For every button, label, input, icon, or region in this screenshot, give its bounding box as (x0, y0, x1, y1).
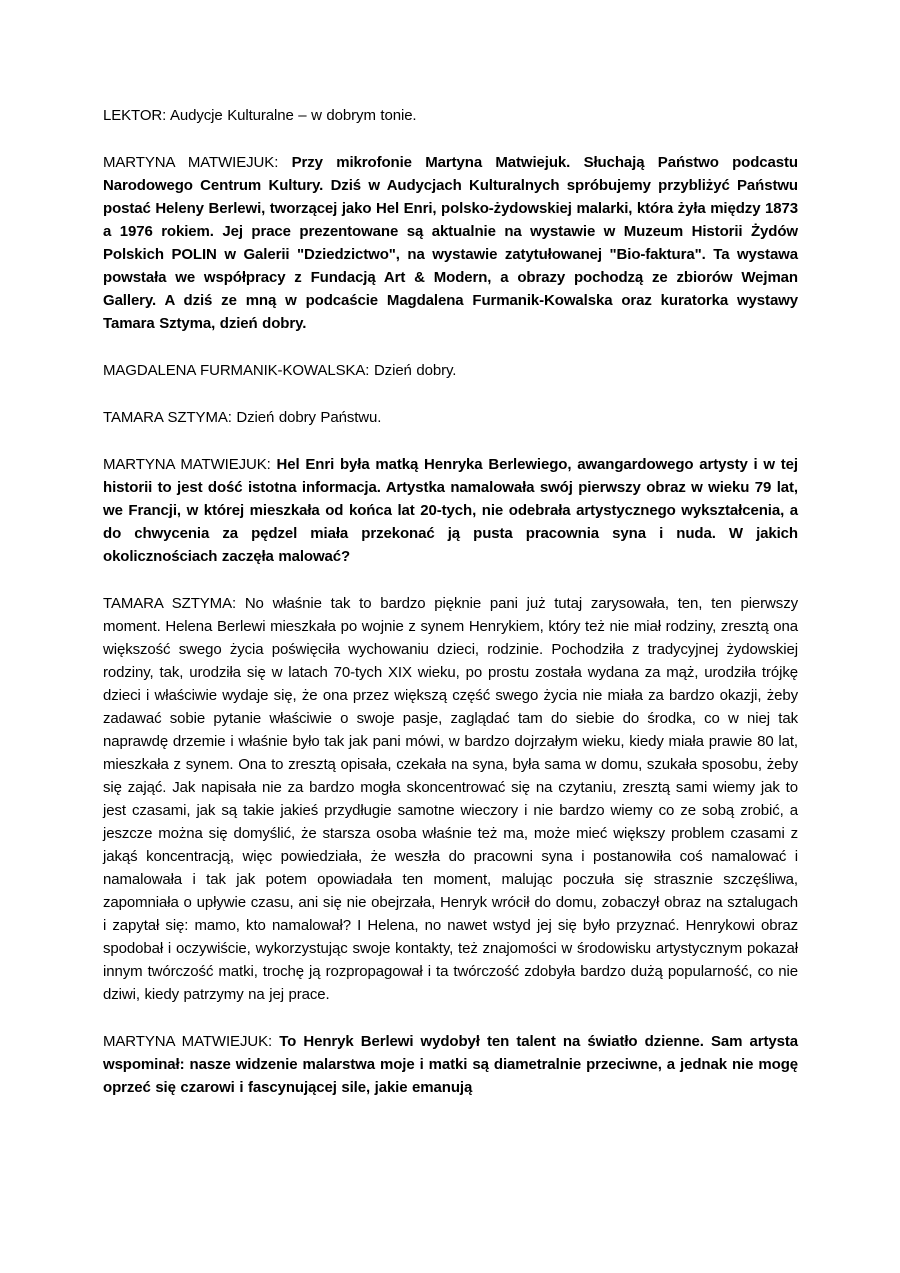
paragraph-tamara-greeting (103, 406, 798, 429)
speaker-label: LEKTOR: (103, 107, 167, 124)
paragraph-martyna-intro (103, 151, 798, 335)
speaker-label: MARTYNA MATWIEJUK: (103, 456, 271, 473)
paragraph-magdalena-greeting (103, 359, 798, 382)
speech-text: Przy mikrofonie Martyna Matwiejuk. Słuchają Państwo podcastu Narodowego Centrum Kultury. Dziś w Audycjach Kulturalnych spróbujemy przybliżyć Państwu postać Heleny Berlewi, tworzącej jako Hel Enri, polsko-żydowskiej malarki, która żyła między 1873 a 1976 rokiem. Jej prace prezentowane są aktualnie na wystawie w Muzeum Historii Żydów Polskich POLIN w Galerii "Dziedzictwo", na wystawie zatytułowanej "Bio-faktura". Ta wystawa powstała we współpracy z Fundacją Art & Modern, a obrazy pochodzą ze zbiorów Wejman Gallery. A dziś ze mną w podcaście Magdalena Furmanik-Kowalska oraz kuratorka wystawy Tamara Sztyma, dzień dobry. (103, 154, 798, 332)
speaker-label: MARTYNA MATWIEJUK: (103, 154, 279, 171)
paragraph-martyna-question (103, 453, 798, 568)
paragraph-martyna-followup (103, 1030, 798, 1099)
speech-text: No właśnie tak to bardzo pięknie pani już tutaj zarysowała, ten, ten pierwszy moment. Helena Berlewi mieszkała po wojnie z synem Henrykiem, który też nie miał rodziny, zresztą ona większość swego życia poświęciła wychowaniu dzieci, rodzinie. Pochodziła z tradycyjnej żydowskiej rodziny, tak, urodziła się w latach 70-tych XIX wieku, po prostu została wydana za mąż, urodziła trójkę dzieci i właściwie wydaje się, że ona przez większą część swego życia nie miała za bardzo okazji, żeby zadawać sobie pytanie właściwie o swoje pasje, zaglądać tam do siebie do środka, co w niej tak naprawdę drzemie i właśnie było tak jak pani mówi, w bardzo dojrzałym wieku, kiedy miała prawie 80 lat, mieszkała z synem. Ona to zresztą opisała, czekała na syna, była sama w domu, szukała sposobu, żeby się zająć. Jak napisała nie za bardzo mogła skoncentrować się na czytaniu, zresztą sami wiemy jak to jest czasami, jak są takie jakieś przydługie samotne wieczory i nie bardzo wiemy co ze sobą zrobić, a jeszcze można się domyślić, że starsza osoba właśnie też ma, może mieć większy problem czasami z jakąś koncentracją, więc powiedziała, że weszła do pracowni syna i postanowiła coś namalować i namalowała i tak jak potem opowiadała ten moment, malując poczuła się strasznie szczęśliwa, zapomniała o upływie czasu, ani się nie obejrzała, Henryk wrócił do domu, zobaczył obraz na sztalugach i zapytał się: mamo, kto namalował? I Helena, no nawet wstyd jej się było przyznać. Henrykowi obraz spodobał i oczywiście, wykorzystując swoje kontakty, też znajomości w środowisku artystycznym pokazał innym twórczość matki, trochę ją rozpropagował i ta twórczość zdobyła bardzo dużą popularność, co nie dziwi, kiedy patrzymy na jej prace. (103, 595, 798, 1003)
speaker-label: MAGDALENA FURMANIK-KOWALSKA: (103, 362, 370, 379)
speaker-label: TAMARA SZTYMA: (103, 409, 232, 426)
speaker-label: TAMARA SZTYMA: (103, 595, 237, 612)
speech-text: Dzień dobry Państwu. (236, 409, 382, 426)
paragraph-tamara-answer (103, 592, 798, 1006)
speech-text: Hel Enri była matką Henryka Berlewiego, awangardowego artysty i w tej historii to jest dość istotna informacja. Artystka namalowała swój pierwszy obraz w wieku 79 lat, we Francji, w której mieszkała od końca lat 20-tych, nie odebrała artystycznego wykształcenia, a do chwycenia za pędzel miała przekonać ją pusta pracownia syna i nuda. W jakich okolicznościach zaczęła malować? (103, 456, 798, 565)
speech-text: Dzień dobry. (373, 362, 457, 379)
speech-text: Audycje Kulturalne – w dobrym tonie. (169, 107, 417, 124)
paragraph-lektor (103, 104, 798, 127)
speech-text: To Henryk Berlewi wydobył ten talent na światło dzienne. Sam artysta wspominał: nasze widzenie malarstwa moje i matki są diametralnie przeciwne, a jednak nie mogę oprzeć się czarowi i fascynującej sile, jakie emanują (103, 1033, 798, 1096)
speaker-label: MARTYNA MATWIEJUK: (103, 1033, 273, 1050)
